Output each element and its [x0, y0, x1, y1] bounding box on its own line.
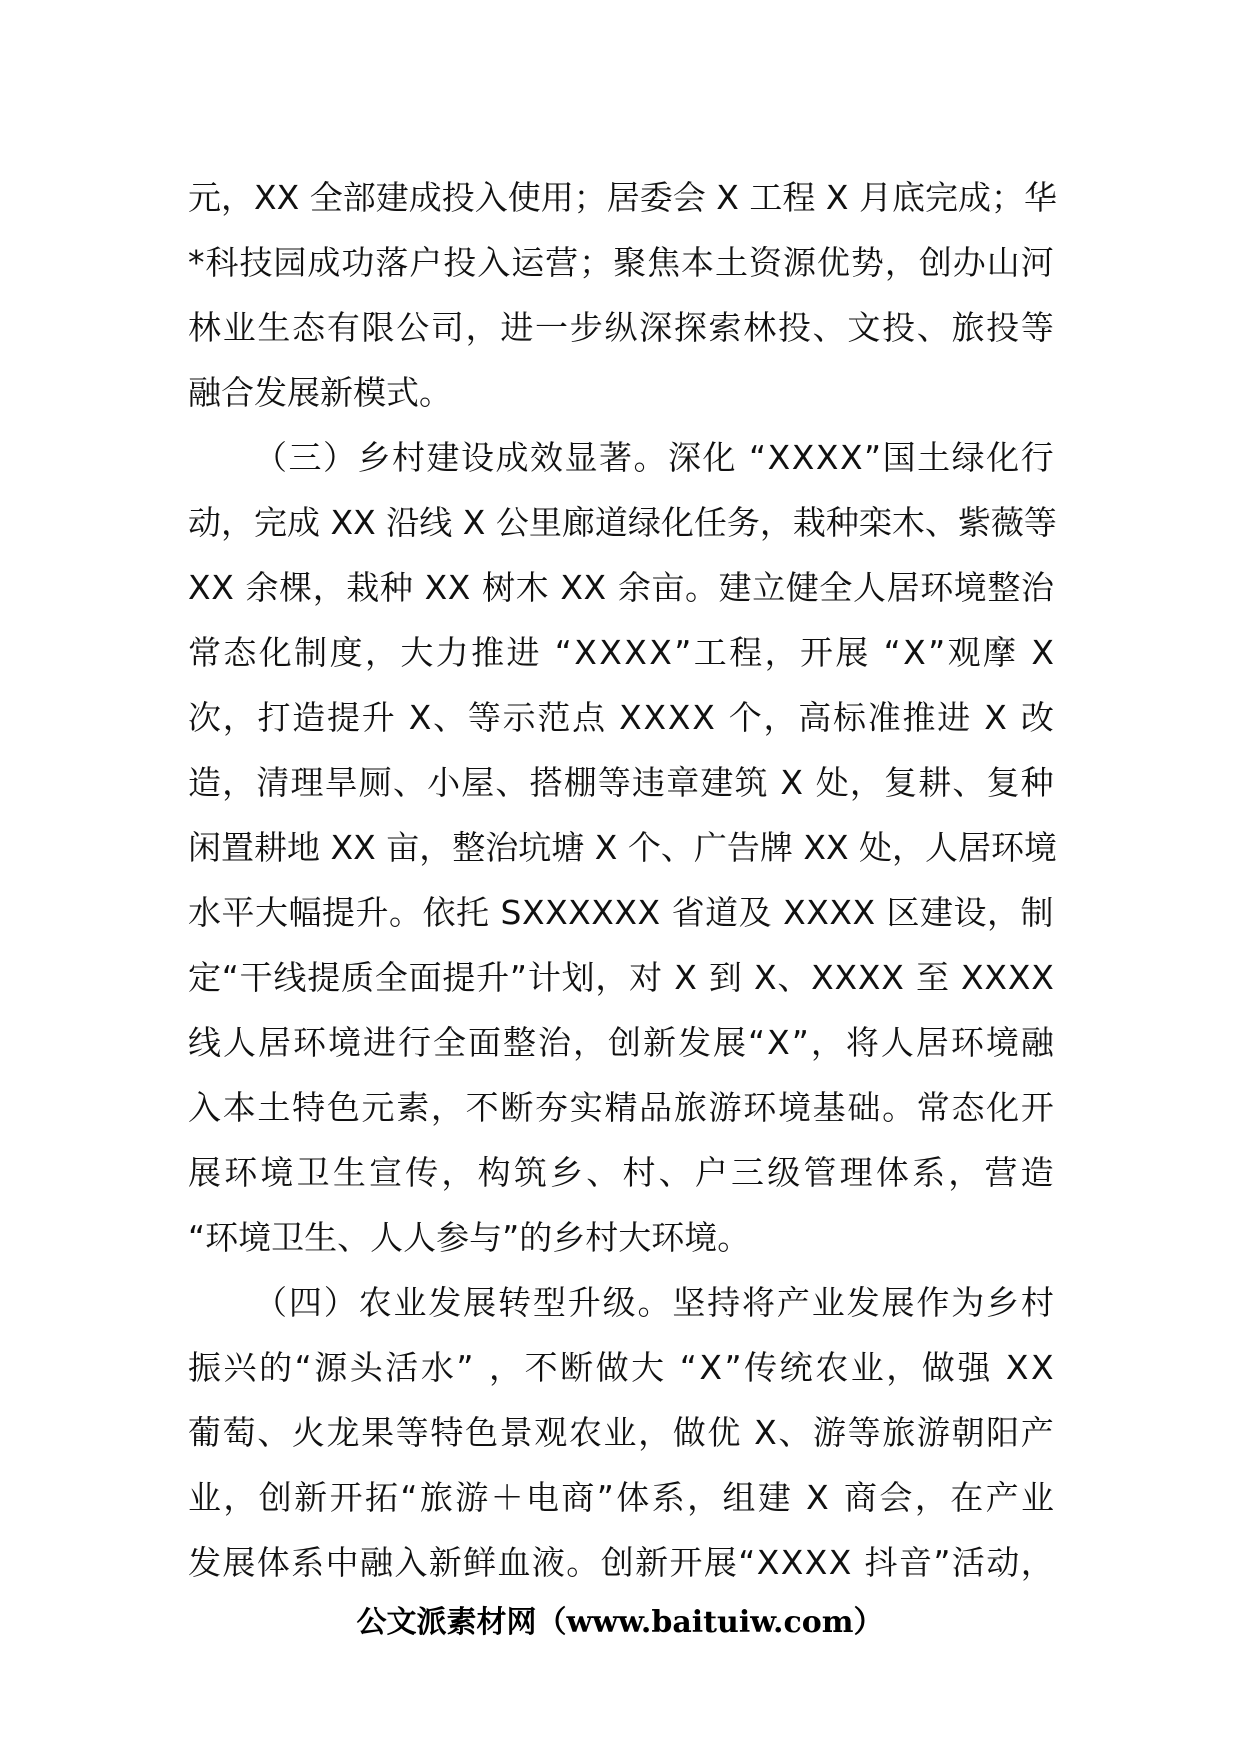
- text-line: 常 态 化 制 度 ， 大 力 推 进 “ X X X X ” 工 程 ， 开 展 “ X ” 观 摩 X: [188, 633, 1054, 672]
- text-line: 融合发展新模式。: [188, 373, 452, 412]
- text-line: （ 三 ） 乡 村 建 设 成 效 显 著 。 深 化 “ X X X X ” 国 土 绿 化 行: [254, 438, 1054, 477]
- text-line: 闲 置 耕 地 X X 亩 ， 整 治 坑 塘 X 个 、 广 告 牌 X X 处 ， 人 居 环 境: [188, 828, 1058, 867]
- text-line: 次 ， 打 造 提 升 X 、 等 示 范 点 X X X X 个 ， 高 标 准 推 进 X 改: [188, 698, 1054, 737]
- text-line: 发 展 体 系 中 融 入 新 鲜 血 液 。 创 新 开 展 “ X X X X 抖 音 ” 活 动 ，: [188, 1543, 1054, 1582]
- text-line: 葡 萄 、 火 龙 果 等 特 色 景 观 农 业 ， 做 优 X 、 游 等 旅 游 朝 阳 产: [188, 1413, 1054, 1452]
- text-line: （ 四 ） 农 业 发 展 转 型 升 级 。 坚 持 将 产 业 发 展 作 为 乡 村: [254, 1283, 1054, 1322]
- text-line: 动 ， 完 成 X X 沿 线 X 公 里 廊 道 绿 化 任 务 ， 栽 种 栾 木 、 紫 薇 等: [188, 503, 1057, 542]
- text-line: 振 兴 的 “ 源 头 活 水 ” ， 不 断 做 大 “ X ” 传 统 农 业 ， 做 强 X X: [188, 1348, 1054, 1387]
- text-line: “环境卫生、人人参与”的乡村大环境。: [188, 1218, 751, 1257]
- text-line: 业 ， 创 新 开 拓 “ 旅 游 ＋ 电 商 ” 体 系 ， 组 建 X 商 会 ， 在 产 业: [188, 1478, 1054, 1517]
- text-line: X X 余 棵 ， 栽 种 X X 树 木 X X 余 亩 。 建 立 健 全 人 居 环 境 整 治: [188, 568, 1054, 607]
- text-line: 林 业 生 态 有 限 公 司 ， 进 一 步 纵 深 探 索 林 投 、 文 投 、 旅 投 等: [188, 308, 1054, 347]
- text-line: 元 ， X X 全 部 建 成 投 入 使 用 ； 居 委 会 X 工 程 X 月 底 完 成 ； 华: [188, 178, 1057, 217]
- text-line: * 科 技 园 成 功 落 户 投 入 运 营 ； 聚 焦 本 土 资 源 优 势 ， 创 办 山 河: [188, 243, 1054, 282]
- text-line: 定 “ 干 线 提 质 全 面 提 升 ” 计 划 ， 对 X 到 X 、 X X X X 至 X X X X: [188, 958, 1054, 997]
- text-line: 线 人 居 环 境 进 行 全 面 整 治 ， 创 新 发 展 “ X ” ， 将 人 居 环 境 融: [188, 1023, 1054, 1062]
- text-line: 展 环 境 卫 生 宣 传 ， 构 筑 乡 、 村 、 户 三 级 管 理 体 系 ， 营 造: [188, 1153, 1054, 1192]
- text-line: 水 平 大 幅 提 升 。 依 托 S X X X X X X 省 道 及 X X X X 区 建 设 ， 制: [188, 893, 1054, 932]
- text-line: 造 ， 清 理 旱 厕 、 小 屋 、 搭 棚 等 违 章 建 筑 X 处 ， 复 耕 、 复 种: [188, 763, 1054, 802]
- text-line: 入 本 土 特 色 元 素 ， 不 断 夯 实 精 品 旅 游 环 境 基 础 。 常 态 化 开: [188, 1088, 1054, 1127]
- document-body: [188, 165, 1058, 1595]
- page-footer: 公文派素材网（www.baituiw.com）: [356, 1605, 884, 1640]
